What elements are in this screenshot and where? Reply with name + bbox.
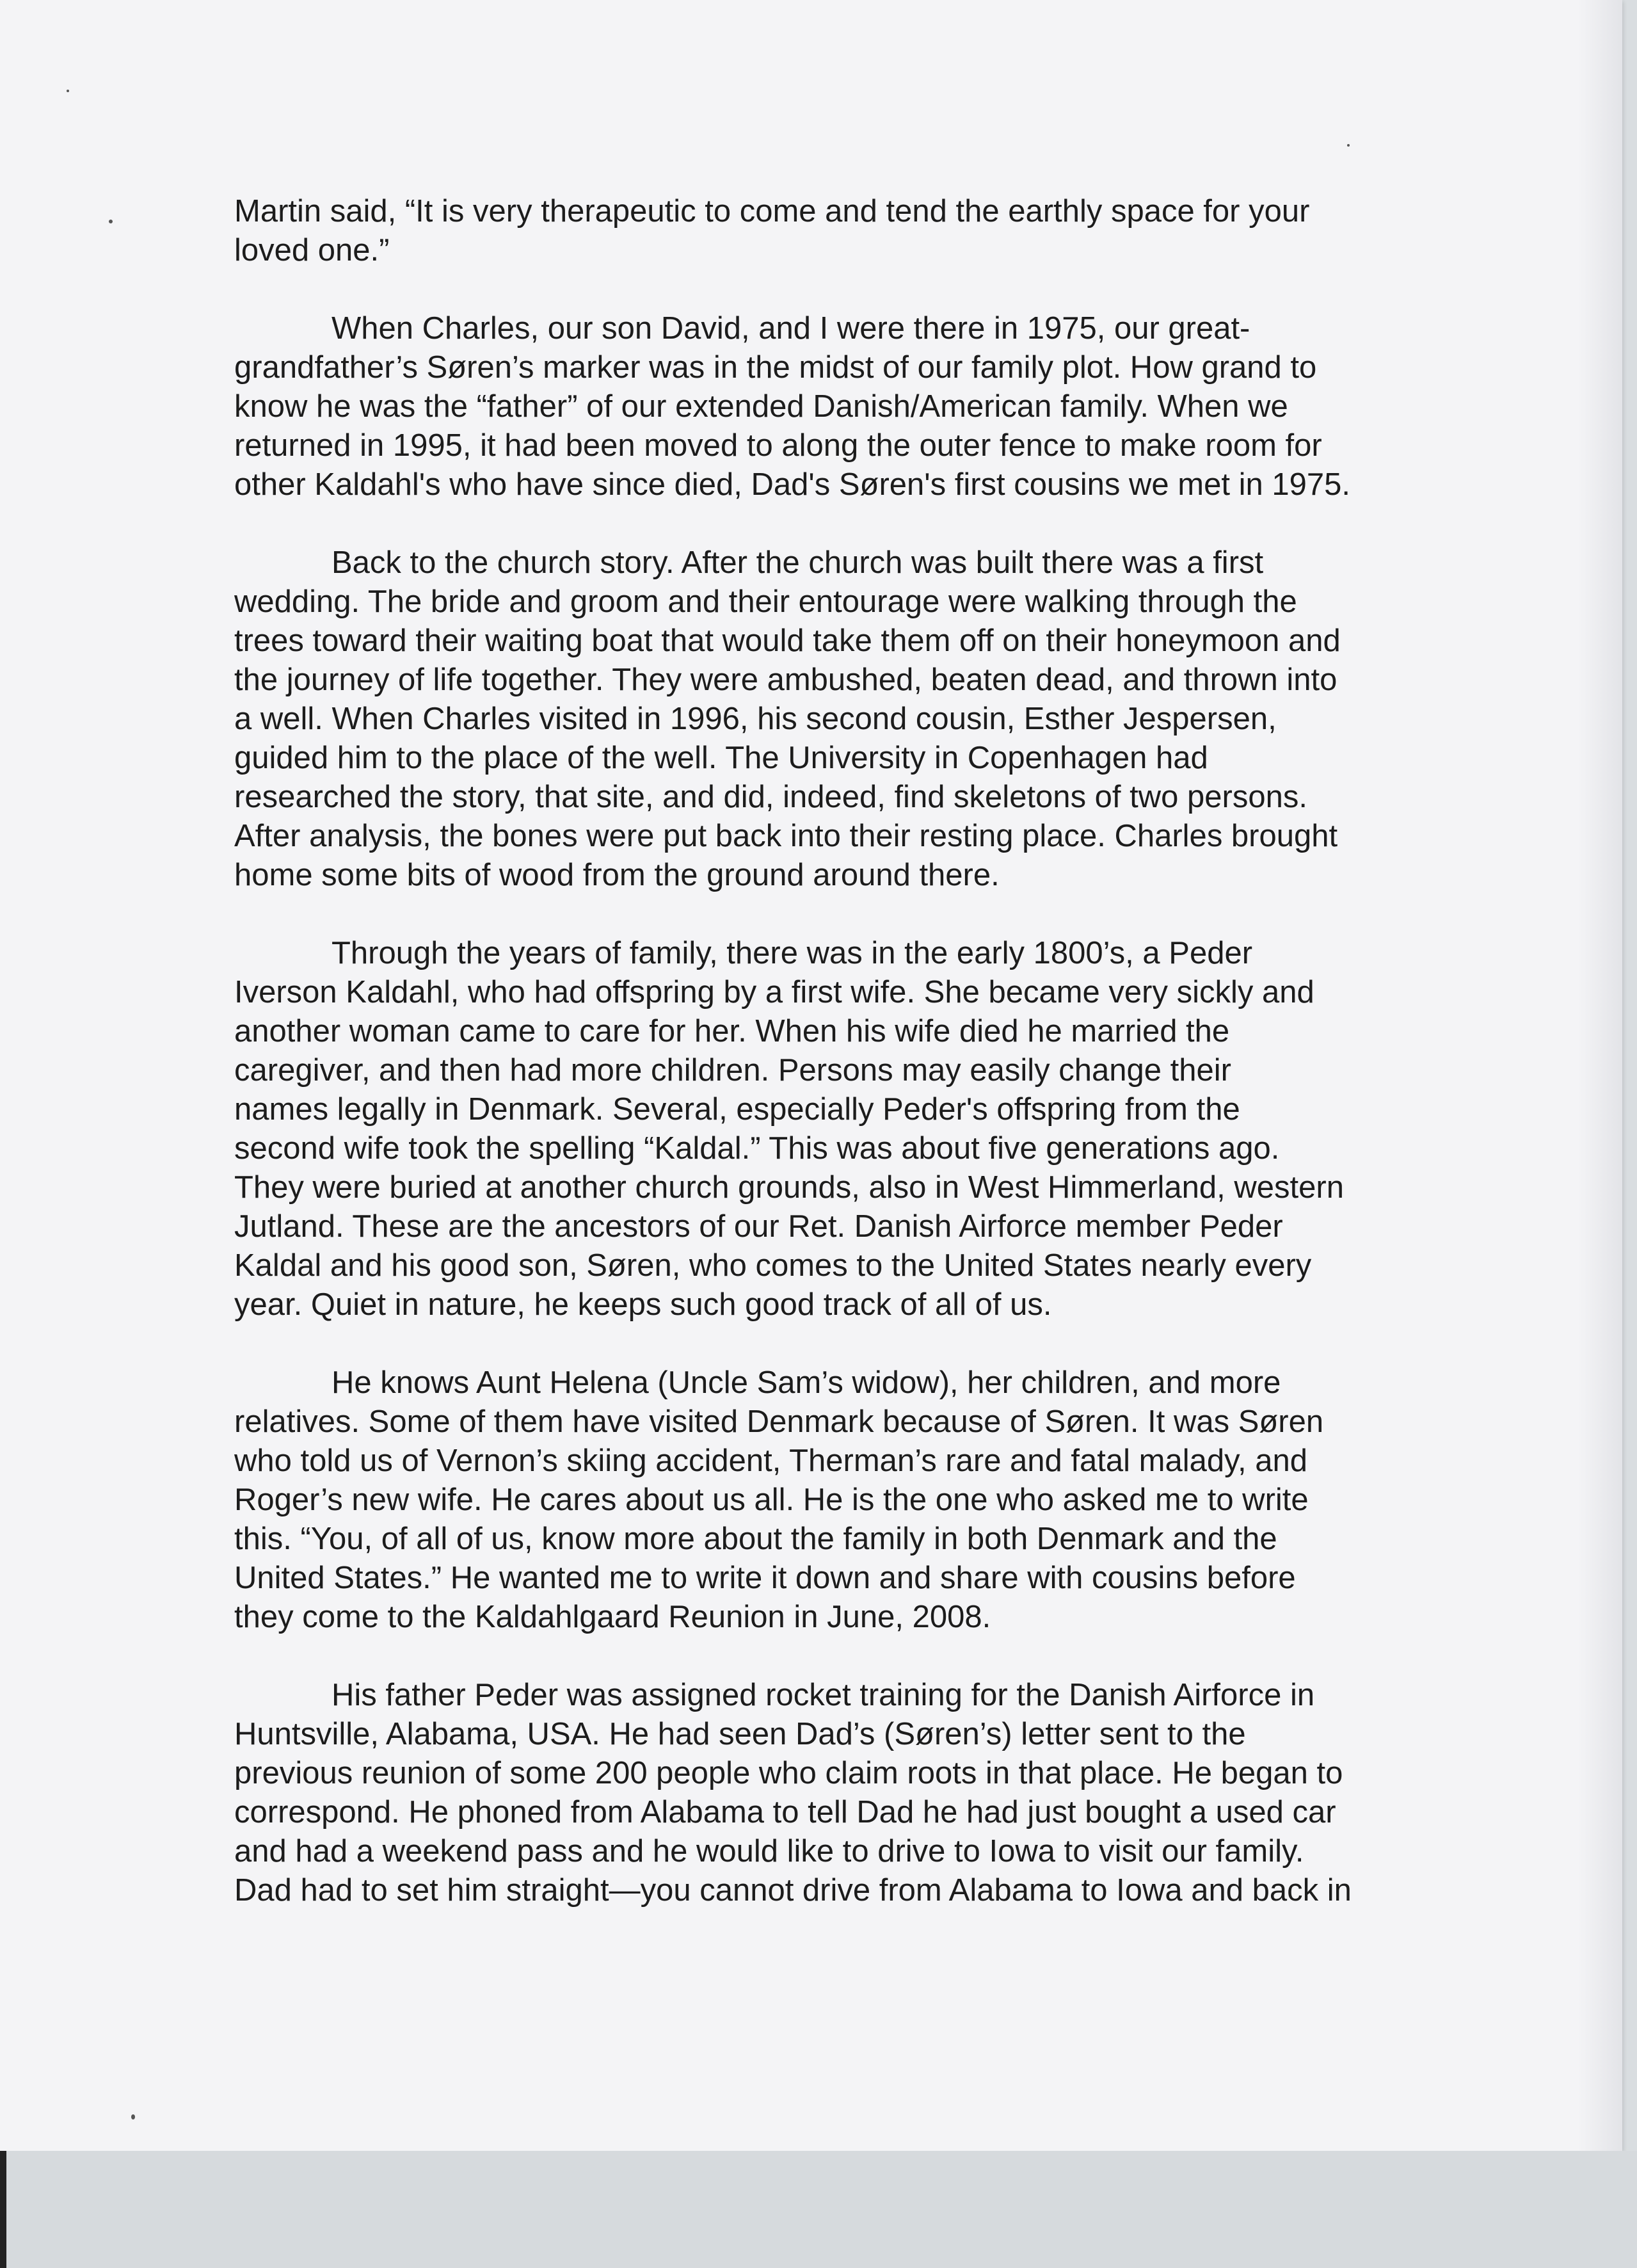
scan-speck [131,2114,135,2119]
paragraph-rocket-training: His father Peder was assigned rocket training for the Danish Airforce in Huntsville, Alabama, USA. He had seen Dad’s (Søren’s) letter sent to the previous reunion of some 200 people who claim roots in that place. He began to correspond. He phoned from Alabama to tell Dad he had just bought a used car and had a weekend pass and he would like to drive to Iowa to visit our family. Dad had to set him straight—you cannot drive from Alabama to Iowa and back in [234,1678,1352,1908]
scan-speck [1347,144,1350,147]
scan-speck [67,90,69,92]
document-body [234,192,1450,1949]
scan-speck [109,220,113,223]
paragraph-aunt-helena: He knows Aunt Helena (Uncle Sam’s widow), her children, and more relatives. Some of them have visited Denmark because of Søren. It was Søren who told us of Vernon’s skiing accident, Therman’s rare and fatal malady, and Roger’s new wife. He cares about us all. He is the one who asked me to write this. “You, of all of us, know more about the family in both Denmark and the United States.” He wanted me to write it down and share with cousins before they come to the Kaldahlgaard Reunion in June, 2008. [234,1365,1324,1634]
paragraph-peder-iverson: Through the years of family, there was in the early 1800’s, a Peder Iverson Kaldahl, who had offspring by a first wife. She became very sickly and another woman came to care for her. When his wife died he married the caregiver, and then had more children. Persons may easily change their names legally in Denmark. Several, especially Peder's offspring from the second wife took the spelling “Kaldal.” This was about five generations ago. They were buried at another church grounds, also in West Himmerland, western Jutland. These are the ancestors of our Ret. Danish Airforce member Peder Kaldal and his good son, Søren, who comes to the United States nearly every year. Quiet in nature, he keeps such good track of all of us. [234,936,1344,1322]
paragraph-family-plot: When Charles, our son David, and I were there in 1975, our great- grandfather’s Søren’s marker was in the midst of our family plot. How grand to know he was the “father” of our extended Danish/American family. When we returned in 1995, it had been moved to along the outer fence to make room for other Kaldahl's who have since died, Dad's Søren's first cousins we met in 1975. [234,311,1350,502]
paragraph-martin-quote: Martin said, “It is very therapeutic to come and tend the earthly space for your loved one.” [234,194,1310,268]
paragraph-church-story: Back to the church story. After the church was built there was a first wedding. The bride and groom and their entourage were walking through the trees toward their waiting boat that would take them off on their honeymoon and the journey of life together. They were ambushed, beaten dead, and thrown into a well. When Charles visited in 1996, his second cousin, Esther Jespersen, guided him to the place of the well. The University in Copenhagen had researched the story, that site, and did, indeed, find skeletons of two persons. After analysis, the bones were put back into their resting place. Charles brought home some bits of wood from the ground around there. [234,545,1341,892]
scanner-edge [0,2151,6,2268]
scanner-bed [0,2151,1637,2268]
